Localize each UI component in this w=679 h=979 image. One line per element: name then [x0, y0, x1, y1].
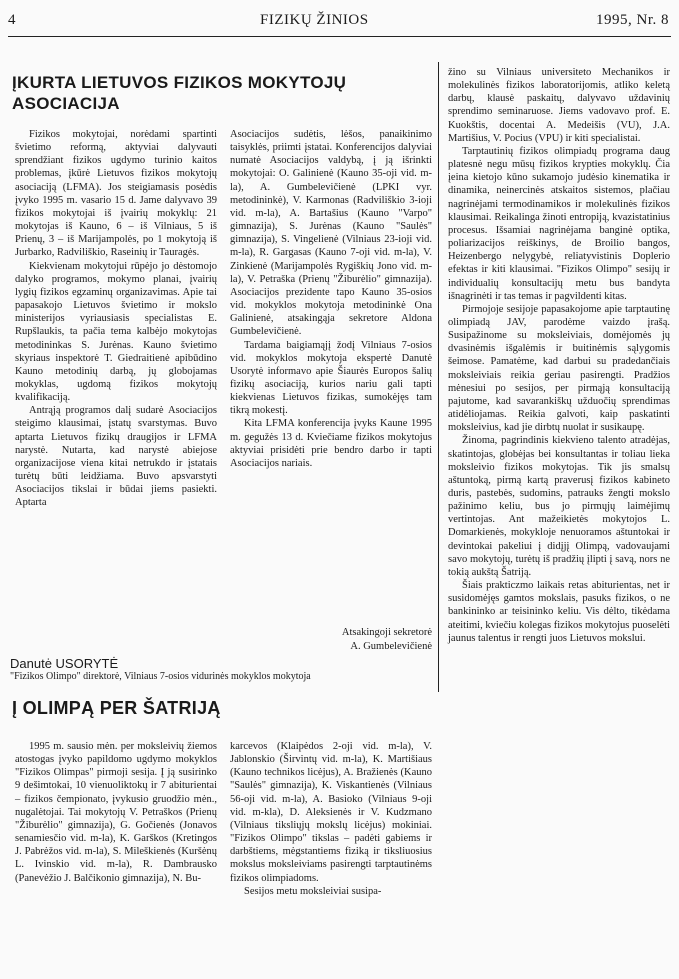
publication-title: FIZIKŲ ŽINIOS [260, 12, 369, 28]
article2-paragraph: Tarptautinių fizikos olimpiadų programa daug platesnė negu mūsų fizikos krypties mokyklų. Čia įeina kietojo kūno sukamojo judėsio kinematika ir dinamika, neinercinės atskaitos sistemos, plačiau nagrinėjami termodinamikos ir molekulinės fizikos klausimai. Reikalinga žinoti entropiją, kvazistatinius procesus. Išsamiai nagrinėjama banginė optika, poliarizacijos reiškinys, de Broilio bangos, Heizenbergo nelygybė, reliatyvistinis Doplerio efektas ir kiti klausimai. "Fizikos Olimpo" sesijų ir individualių konsultacijų metu bus bandyta išnagrinėti ir tas temas ir pagvildenti kitas. [448, 145, 670, 302]
article2-paragraph: 1995 m. sausio mėn. per moksleivių žiemos atostogas įvyko papildomo ugdymo mokyklos "Fizikos Olimpas" pirmoji sesija. Į ją susirinko 9 dešimtokai, 10 vienuoliktokų ir 7 abiturientai – fizikos čempionato, įvykusio gruodžio mėn., nugalėtojai. Tai mokytojų V. Petraškos (Prienų "Žiburėlio" gimnazija), G. Gočienės (Jonavos senamiesčio vid. m-la), K. Garškos (Kretingos J. Pabrėžos vid. m-la), S. Mileškienės (Kuršėnų L. Ivinskio vid. m-la), R. Dambrausko (Panevėžio J. Balčikonio gimnazija), N. Bu- [15, 741, 217, 884]
article1-paragraph: Kiekvienam mokytojui rūpėjo jo dėstomojo dalyko programos, mokymo planai, įvairių lygių fizikos egzaminų organizavimas. Apie tai papasakojo Lietuvos švietimo ir mokslo ministerijos vyriausiasis specialistas E. Rupšlaukis, ta pačia tema kalbėjo mokytojas metodininkas S. Jurėnas. Kauno švietimo skyriaus inspektorė T. Giedraitienė apibūdino Kauno metodinių darbą, jų globojamas mokyklas, ugdomą fizikos mokytojų kvalifikaciją. [15, 260, 217, 404]
article1-paragraph: Antrąją programos dalį sudarė Asociacijos steigimo klausimai, įstatų svarstymas. Buvo aptarta Lietuvos fizikų draugijos ir LFMA narystė. Nutarta, kad narystė abiejose organizacijose viena kitai netrukdo ir įstatais turėtų būti leidžiama. Buvo apsvarstyti Asociacijos tikslai ir būdai jiems pasiekti. Aptarta [15, 405, 217, 509]
issue-number: 1995, Nr. 8 [596, 12, 669, 28]
header-rule [8, 36, 671, 37]
page-number: 4 [8, 12, 16, 28]
article2-column1 [15, 740, 217, 885]
article2-column2 [230, 740, 432, 898]
article1-paragraph: Kita LFMA konferencija įvyks Kaune 1995 m. gegužės 13 d. Kviečiame fizikos mokytojus aktyviai prisidėti prie bendro darbo ir tapti Asociacijos nariais. [230, 418, 432, 469]
article2-column3 [448, 66, 670, 645]
article1-title [12, 72, 432, 114]
article1-title-line2: ASOCIACIJA [12, 94, 120, 113]
article2-paragraph: Sesijos metu moksleiviai susipa- [244, 885, 382, 897]
byline [10, 656, 438, 682]
article1-paragraph: Fizikos mokytojai, norėdami spartinti švietimo reformą, aktyviai dalyvauti sprendžiant fizikos ugdymo turinio kaitos problemas, įkūrė Lietuvos fizikos mokytojų asociaciją (LFMA). Jos steigiamasis posėdis įvyko 1995 m. vasario 15 d. Jame dalyvavo 39 fizikos mokytojai iš įvairių mokyklų: 21 mokytojas iš Kauno, 6 – iš Vilniaus, 5 iš Prienų, 3 – iš Marijampolės, po 1 mokytoją iš Jurbarko, Radviliškio, Raseinių ir Tauragės. [15, 129, 217, 259]
author-name: Danutė USORYTĖ [10, 656, 119, 671]
article2-paragraph: karcevos (Klaipėdos 2-oji vid. m-la), V. Jablonskio (Širvintų vid. m-la), K. Martišiaus (Kauno technikos licėjus), A. Bražienės (Kauno "Saulės" gimnazija), K. Viskantienės (Vilniaus 56-oji vid. m-la), A. Basioko (Vilniaus 9-oji vid. m-kla), D. Aleksienės ir V. Kudzmano (Vilniaus tiksliųjų mokslų licėjus) mokiniai. "Fizikos Olimpo" tikslas – padėti gabiems ir darbštiems, mėgstantiems fiziką ir tiksliuosius mokslus moksleiviams pasirengti tarptautinėms fizikos olimpiadoms. [230, 741, 432, 884]
article1-column2 [230, 128, 432, 470]
signature-role: Atsakingoji sekretorė [341, 627, 432, 638]
author-role: "Fizikos Olimpo" direktorė, Vilniaus 7-osios vidurinės mokyklos mokytoja [10, 671, 311, 682]
article2-title: Į OLIMPĄ PER ŠATRIJĄ [12, 698, 221, 718]
article1-signature [230, 626, 432, 653]
article2-paragraph: Šiais prakticzmo laikais retas abiturientas, net ir susidomėjęs gamtos mokslais, pasuks fizikos, o ne bankininko ar teisininko keliu. Vis dėlto, tikėdama ateitimi, kviečiu kolegas fizikos mokytojus puoselėti jaunus talentus ir rengti juos Lietuvos mokslui. [448, 580, 670, 644]
column-divider [438, 62, 439, 692]
article2-paragraph: Pirmojoje sesijoje papasakojome apie tarptautinę olimpiadą JAV, parodėme vaizdo įrašą. Susipažinome su moksleiviais, domėjomės jų dvasinėmis išgalėmis ir buitinėmis sąlygomis šeimose. Pamatėme, kad darbui su pradedančiais moksleiviais reikia geriau pasirengti. Pradžios mėnesiui po sesijos, per pirmąją konsultaciją pajutome, kad savarankiškų užduočių sprendimas atidėliojamas. Reikia galvoti, kaip paskatinti moksleivius, kad jie dirbtų nuolat ir susikaupę. [448, 303, 670, 434]
article2-paragraph: Žinoma, pagrindinis kiekvieno talento atradėjas, skatintojas, globėjas bei konsultantas ir toliau lieka moksleivio fizikos mokytojas. Tik jis smalsų aštuntoką, pirmą kartą praverusį fizikos kabineto duris, pastebės, sudomins, patrauks žengti mokslo pažinimo keliu, bus jo pirmųjų laimėjimų vertintojas. Ant mažeikietės mokytojos L. Domarkienės, mokykloje nenuoramos aštuntokai ir devintokai pakeliui į didįjį Olimpą, vadovaujami savo mokytojų, turėtų iš pradžių įlipti į savą, nors ne tokią aukštą Šatriją. [448, 435, 670, 578]
article1-column1 [15, 128, 217, 510]
article2-paragraph: žino su Vilniaus universiteto Mechanikos ir molekulinės fizikos laboratorijomis, atliko keletą darbų, klausė paskaitų, dalyvavo uždavinių sprendimo seminaruose. Jiems vadovavo prof. E. Kuokštis, docentai A. Medeišis (VU), J.A. Martišius, V. Pocius (VPU) ir kiti specialistai. [448, 67, 670, 144]
signature-name: A. Gumbelevičienė [350, 640, 432, 652]
article1-paragraph: Asociacijos sudėtis, lėšos, panaikinimo taisyklės, priimti įstatai. Konferencijos dalyviai numatė Asociacijos valdybą, į ją išrinkti mokytojai: O. Galinienė (Kauno 35-oji vid. m-la), A. Gumbelevičienė (LPKI vyr. metodininkė), V. Karmonas (Radviliškio 3-ioji vid. m-la), A. Bartašius (Kauno "Varpo" gimnazija), S. Jurėnas (Kauno "Saulės" gimnazija), S. Vingelienė (Vilniaus 23-ioji vid. m-la), R. Gargasas (Kauno 7-oji vid. m-la), V. Zinkienė (Marijampolės Rygiškių Jono vid. m-la), V. Petraška (Prienų "Žiburėlio" gimnazija). Asociacijos prezidente tapo Kauno 35-osios vid. mokyklos mokytoja metodininkė Ona Galinienė, atsakingąja sekretore Aldona Gumbelevičienė. [230, 129, 432, 338]
article1-paragraph: Tardama baigiamąjį žodį Vilniaus 7-osios vid. mokyklos mokytoja ekspertė Danutė Usorytė informavo apie Šiaurės Europos šalių fizikų asociaciją, kurios nariu gali tapti kiekvienas Lietuvos fizikas, sumokėjęs tam tikrą mokestį. [230, 339, 432, 417]
article1-title-line1: ĮKURTA LIETUVOS FIZIKOS MOKYTOJŲ [12, 73, 347, 92]
